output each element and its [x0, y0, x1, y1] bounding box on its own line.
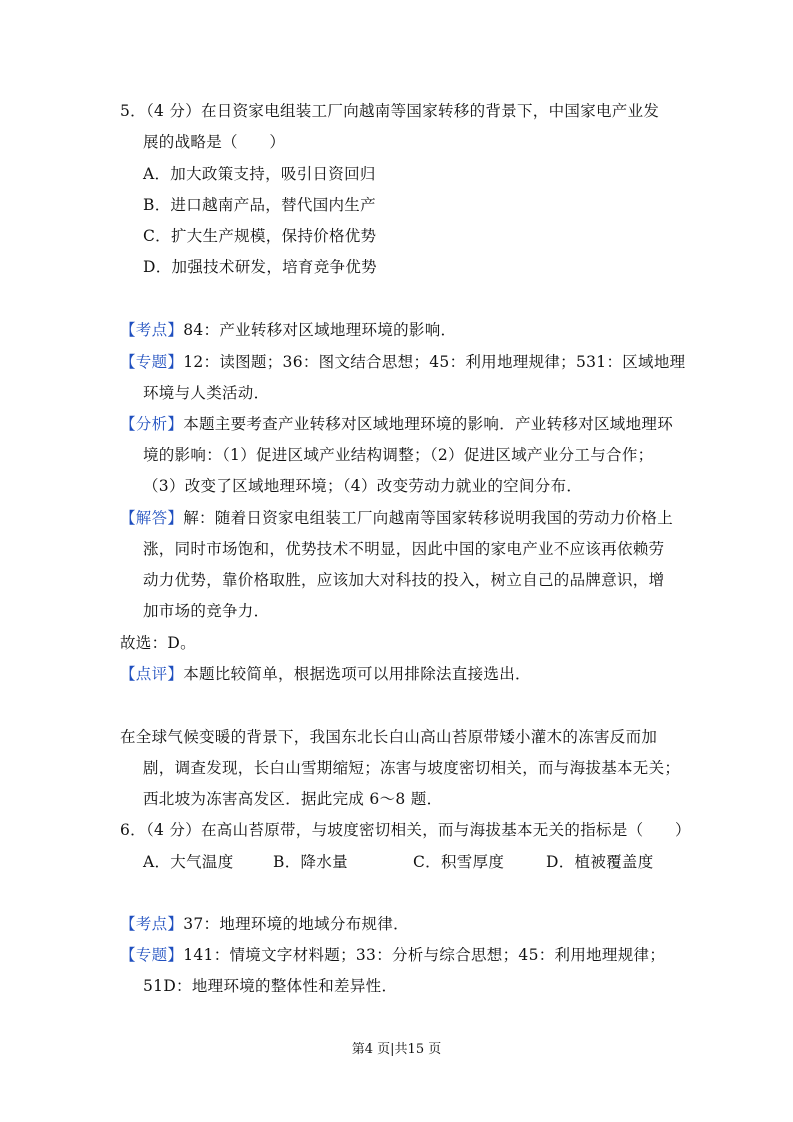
q5-jieda-line2: 涨，同时市场饱和，优势技术不明显，因此中国的家电产业不应该再依赖劳 [143, 540, 665, 558]
dianping-text: 本题比较简单，根据选项可以用排除法直接选出． [183, 665, 531, 683]
q5-stem-line2: 展的战略是（ ） [143, 133, 286, 151]
q5-answer: 故选：D。 [120, 634, 196, 652]
zhuanti-line1: 141：情境文字材料题；33：分析与综合思想；45：利用地理规律； [183, 946, 666, 964]
dianping-tag: 【点评】 [120, 665, 184, 683]
fenxi-line1: 本题主要考查产业转移对区域地理环境的影响．产业转移对区域地理环 [183, 415, 674, 433]
q6-stem: 6．（4 分）在高山苔原带，与坡度密切相关，而与海拔基本无关的指标是（ ） [120, 821, 691, 839]
q6-kaodian [120, 914, 409, 934]
intro-line3: 西北坡为冻害高发区．据此完成 6～8 题． [143, 790, 443, 808]
q5-option-d: D．加强技术研发，培育竞争优势 [143, 258, 377, 276]
q5-option-b: B．进口越南产品，替代国内生产 [143, 196, 376, 214]
kaodian-text: 37：地理环境的地域分布规律． [183, 915, 409, 933]
q6-option-a: A．大气温度 [143, 853, 234, 871]
q5-stem-line1: 5．（4 分）在日资家电组装工厂向越南等国家转移的背景下，中国家电产业发 [120, 102, 660, 120]
q5-option-a: A．加大政策支持，吸引日资回归 [143, 165, 376, 183]
q6-zhuanti [120, 945, 665, 965]
zhuanti-tag: 【专题】 [120, 946, 184, 964]
q5-jieda-line4: 加市场的竞争力． [143, 602, 270, 620]
kaodian-text: 84：产业转移对区域地理环境的影响． [183, 321, 457, 339]
q5-zhuanti-line2: 环境与人类活动． [143, 384, 270, 402]
zhuanti-tag: 【专题】 [120, 353, 184, 371]
zhuanti-line1: 12：读图题；36：图文结合思想；45：利用地理规律；531：区域地理 [183, 353, 686, 371]
fenxi-tag: 【分析】 [120, 415, 184, 433]
q6-option-c: C．积雪厚度 [413, 853, 505, 871]
page-footer: 第4 页|共15 页 [351, 1042, 442, 1057]
jieda-line1: 解：随着日资家电组装工厂向越南等国家转移说明我国的劳动力价格上 [183, 509, 674, 527]
q5-fenxi-line2: 境的影响：（1）促进区域产业结构调整；（2）促进区域产业分工与合作； [143, 446, 654, 464]
intro-line1: 在全球气候变暖的背景下，我国东北长白山高山苔原带矮小灌木的冻害反而加 [120, 728, 658, 746]
kaodian-tag: 【考点】 [120, 915, 184, 933]
q5-dianping [120, 664, 531, 684]
q5-jieda-line3: 动力优势，靠价格取胜，应该加大对科技的投入，树立自己的品牌意识，增 [143, 571, 665, 589]
jieda-tag: 【解答】 [120, 509, 184, 527]
intro-line2: 剧，调查发现，长白山雪期缩短；冻害与坡度密切相关，而与海拔基本无关； [143, 759, 681, 777]
q5-jieda [120, 508, 673, 528]
kaodian-tag: 【考点】 [120, 321, 184, 339]
q5-option-c: C．扩大生产规模，保持价格优势 [143, 227, 377, 245]
q6-zhuanti-line2: 51D：地理环境的整体性和差异性． [143, 977, 398, 995]
q6-option-d: D．植被覆盖度 [546, 853, 654, 871]
q5-fenxi [120, 414, 673, 434]
q6-option-b: B．降水量 [273, 853, 348, 871]
q5-zhuanti [120, 352, 685, 372]
q5-kaodian [120, 320, 456, 340]
q5-fenxi-line3: （3）改变了区域地理环境；（4）改变劳动力就业的空间分布． [143, 477, 583, 495]
